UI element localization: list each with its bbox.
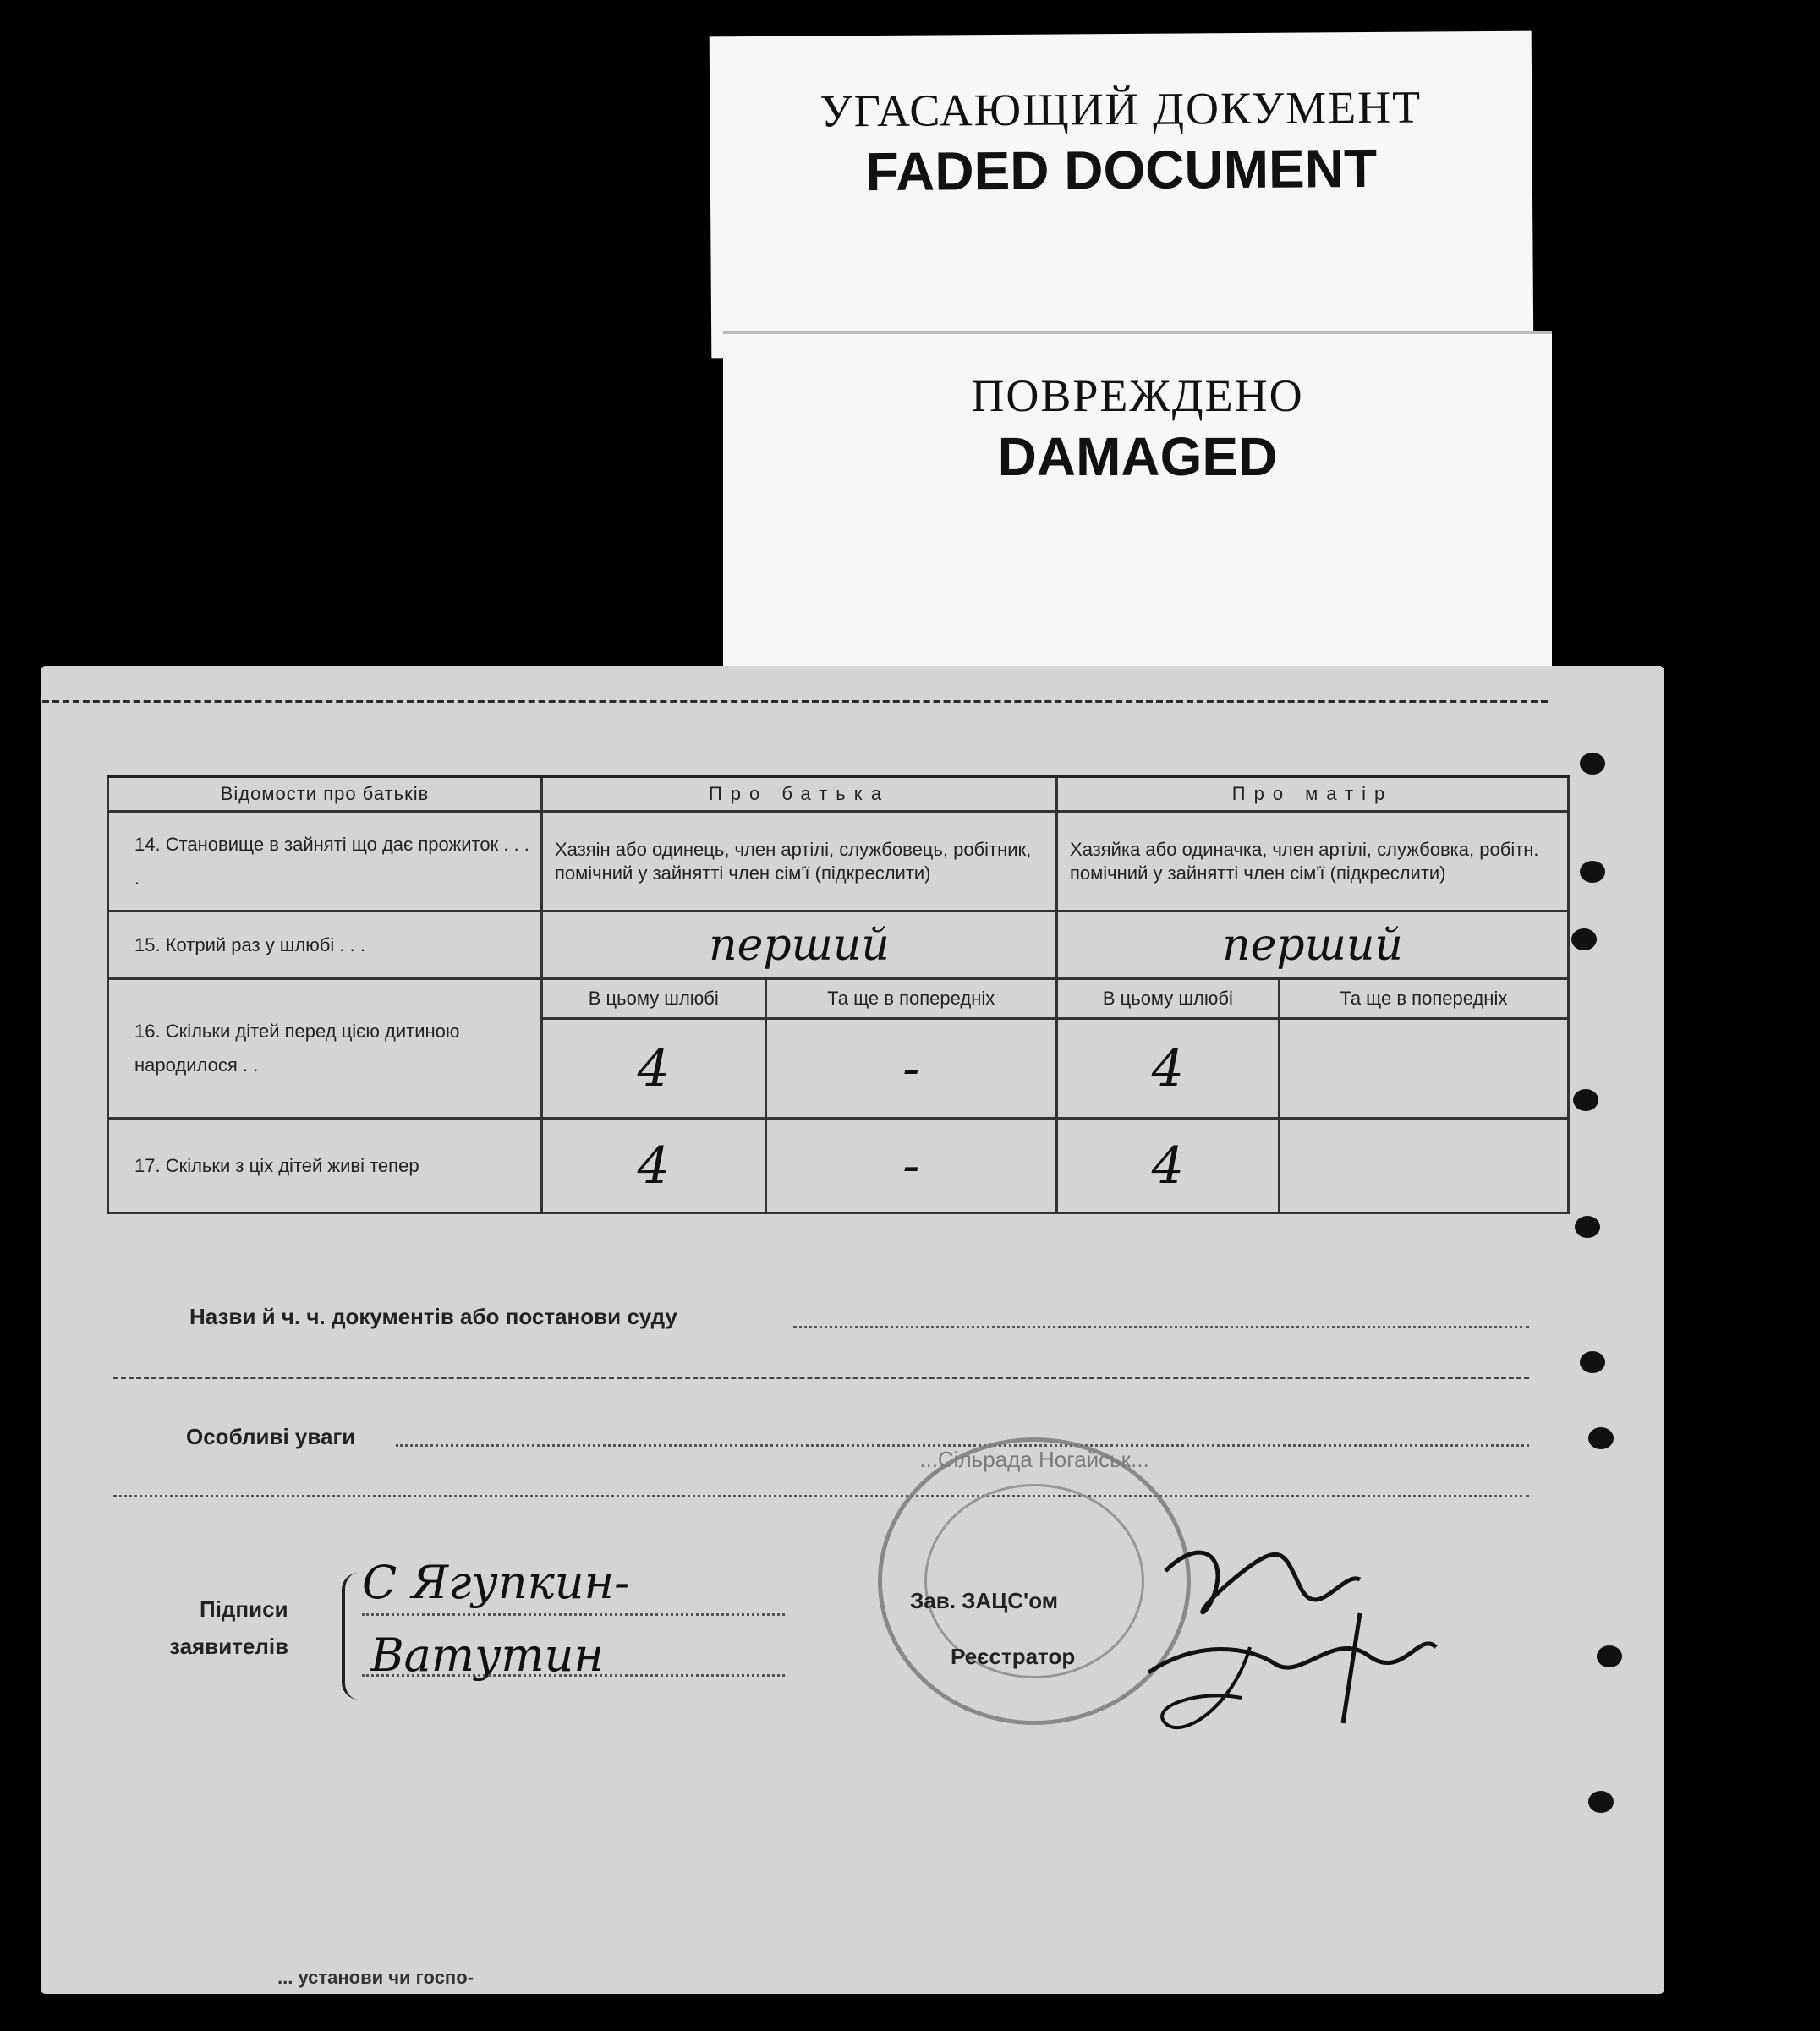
signatures-label-2: заявителів [169,1634,289,1659]
documents-dotted-line [793,1326,1529,1328]
father-this-marriage-header: В цьому шлюбі [542,979,766,1019]
punch-hole [1580,861,1605,883]
row-16-father-this: 4 [542,1019,766,1119]
row-14 [108,812,1569,911]
notes-second-line [113,1495,1529,1497]
row-17-mother-this: 4 [1057,1119,1280,1213]
row-17-label: 17. Скільки з ціх дітей живі тепер [108,1119,542,1213]
header-about-father: Про батька [542,776,1057,812]
father-previous-header: Та ще в попередніх [765,979,1056,1019]
punch-hole [1573,1089,1598,1111]
signatures-brace [342,1573,359,1700]
row-17 [108,1119,1569,1213]
row-15-label: 15. Котрий раз у шлюбі . . . [108,911,542,979]
mother-marriage-number: перший [1057,911,1569,979]
damaged-label-ru: ПОВРЕЖДЕНО [971,370,1304,421]
row-16-mother-previous [1279,1019,1568,1119]
head-of-registry-label: Зав. ЗАЦС'ом [910,1588,1058,1613]
mother-this-marriage-header: В цьому шлюбі [1057,979,1280,1019]
damaged-label-en: DAMAGED [997,426,1278,487]
punch-hole [1580,753,1605,775]
row-14-label: 14. Становище в зайняті що дає прожиток . . . . [108,812,542,911]
documents-second-line [113,1377,1529,1379]
faded-label-en: FADED DOCUMENT [865,137,1378,203]
punch-hole [1588,1791,1614,1813]
faded-label-ru: УГАСАЮЩИЙ ДОКУМЕНТ [820,81,1423,137]
applicant-signature-1: С Ягупкин- [362,1556,630,1609]
faded-document-card [710,31,1534,359]
registrar-label: Реєстратор [951,1644,1076,1669]
mother-previous-header: Та ще в попередніх [1279,979,1568,1019]
documents-label: Назви й ч. ч. документів або постанови суду [189,1304,677,1329]
row-17-father-this: 4 [542,1119,766,1213]
punch-hole [1597,1645,1622,1667]
parents-info-table [107,775,1570,1214]
official-signature [1132,1520,1470,1757]
header-about-mother: Про матір [1057,776,1569,812]
punch-hole [1571,928,1597,950]
mother-occupation-options: Хазяйка або одиначка, член артілі, службовка, робітн. помічний у зайнятті член сім'ї (підкреслити) [1057,812,1569,911]
punch-hole [1575,1216,1600,1238]
table-header-row [108,776,1569,812]
signatures-label-1: Підписи [200,1596,288,1622]
row-15 [108,911,1569,979]
row-17-father-previous: - [765,1119,1056,1213]
damaged-document-card [723,334,1552,668]
signature-2-line [362,1674,785,1677]
row-16-label: 16. Скільки дітей перед цією дитиною народилося . . [108,979,542,1119]
perforation-line [42,700,1548,703]
seal-text: ...Сільрада Ногайськ... [919,1447,1149,1472]
subheader-row [108,979,1569,1019]
row-16-mother-this: 4 [1057,1019,1280,1119]
punch-hole [1588,1427,1614,1449]
row-17-mother-previous [1279,1119,1568,1213]
father-occupation-options: Хазяін або одинець, член артілі, службовець, робітник, помічний у зайнятті член сім'ї (підкреслити) [542,812,1057,911]
notes-label: Особливі уваги [186,1424,356,1449]
registry-form-sheet [41,666,1664,1994]
father-marriage-number: перший [542,911,1057,979]
applicant-signature-2: Ватутин [370,1629,604,1682]
signature-1-line [362,1613,785,1616]
header-parents-info: Відомости про батьків [108,776,542,812]
cut-off-bottom-text: ... установи чи госпо- [277,1967,474,1988]
punch-hole [1580,1351,1605,1373]
row-16-father-previous: - [765,1019,1056,1119]
